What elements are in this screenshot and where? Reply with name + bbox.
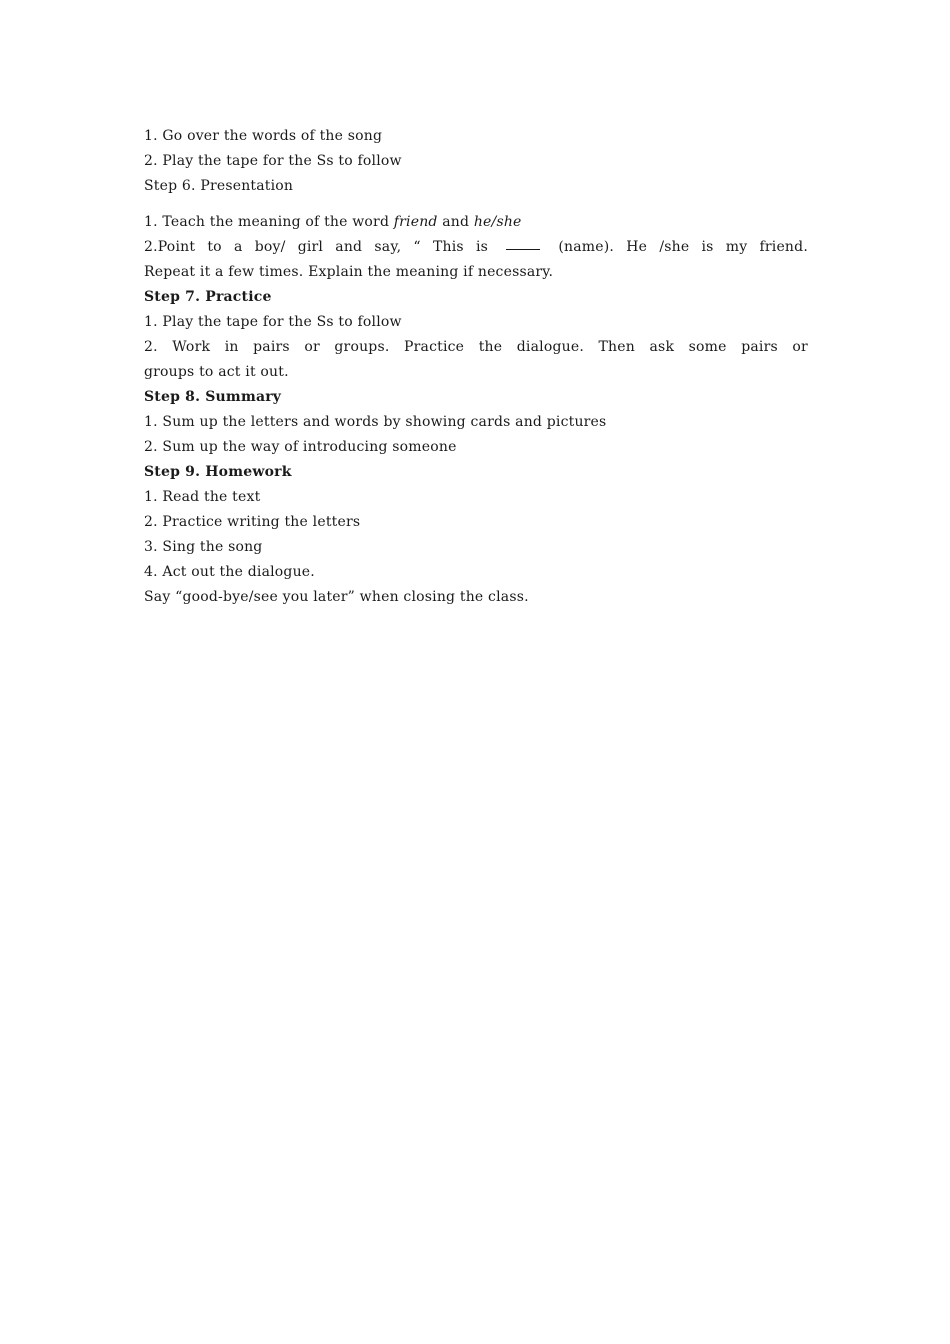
word: ask (649, 339, 675, 355)
word: /she (659, 239, 690, 255)
text-segment: and (437, 214, 474, 230)
italic-word-he-she: he/she (473, 214, 522, 230)
section-heading: Step 8. Summary (144, 389, 282, 405)
word: This (432, 239, 464, 255)
word: or (304, 339, 320, 355)
text-line: Repeat it a few times. Explain the meaning if necessary. (144, 264, 554, 280)
word: boy/ (254, 239, 286, 255)
text-line: Step 6. Presentation (144, 178, 294, 194)
text-line: 1. Play the tape for the Ss to follow (144, 314, 402, 330)
text-line: 1. Read the text (144, 489, 261, 505)
word: 2. (144, 339, 158, 355)
word: or (792, 339, 808, 355)
word: 2.Point (144, 239, 196, 255)
word: pairs (741, 339, 778, 355)
text-line-justified (144, 335, 808, 360)
word: my (725, 239, 748, 255)
word: say, (374, 239, 402, 255)
word: groups. (334, 339, 390, 355)
word: in (224, 339, 239, 355)
italic-word-friend: friend (393, 214, 438, 230)
word: is (475, 239, 489, 255)
text-line: 3. Sing the song (144, 539, 263, 555)
text-line: 1. Go over the words of the song (144, 128, 383, 144)
word: girl (297, 239, 324, 255)
text-line (144, 210, 808, 235)
section-heading: Step 9. Homework (144, 464, 292, 480)
word: pairs (253, 339, 290, 355)
word: dialogue. (516, 339, 584, 355)
word: to (207, 239, 222, 255)
word: Then (598, 339, 635, 355)
word: friend. (759, 239, 808, 255)
word: a (233, 239, 243, 255)
text-line: 2. Play the tape for the Ss to follow (144, 153, 402, 169)
word: some (688, 339, 727, 355)
word: is (701, 239, 714, 255)
word: He (626, 239, 648, 255)
word: “ (413, 239, 421, 255)
text-segment: 1. Teach the meaning of the word (144, 214, 394, 230)
fill-in-blank (506, 235, 540, 250)
word: the (478, 339, 503, 355)
word: (name). (558, 239, 615, 255)
section-heading: Step 7. Practice (144, 289, 272, 305)
paragraph-gap (144, 199, 808, 210)
word: Work (172, 339, 211, 355)
text-line: 2. Sum up the way of introducing someone (144, 439, 457, 455)
text-line: groups to act it out. (144, 364, 289, 380)
word: and (335, 239, 363, 255)
text-line: 2. Practice writing the letters (144, 514, 361, 530)
text-line: 4. Act out the dialogue. (144, 564, 315, 580)
lesson-plan-text (144, 124, 808, 610)
text-line-justified (144, 235, 808, 260)
text-line: Say “good-bye/see you later” when closing the class. (144, 589, 529, 605)
text-line: 1. Sum up the letters and words by showing cards and pictures (144, 414, 607, 430)
word: Practice (404, 339, 465, 355)
